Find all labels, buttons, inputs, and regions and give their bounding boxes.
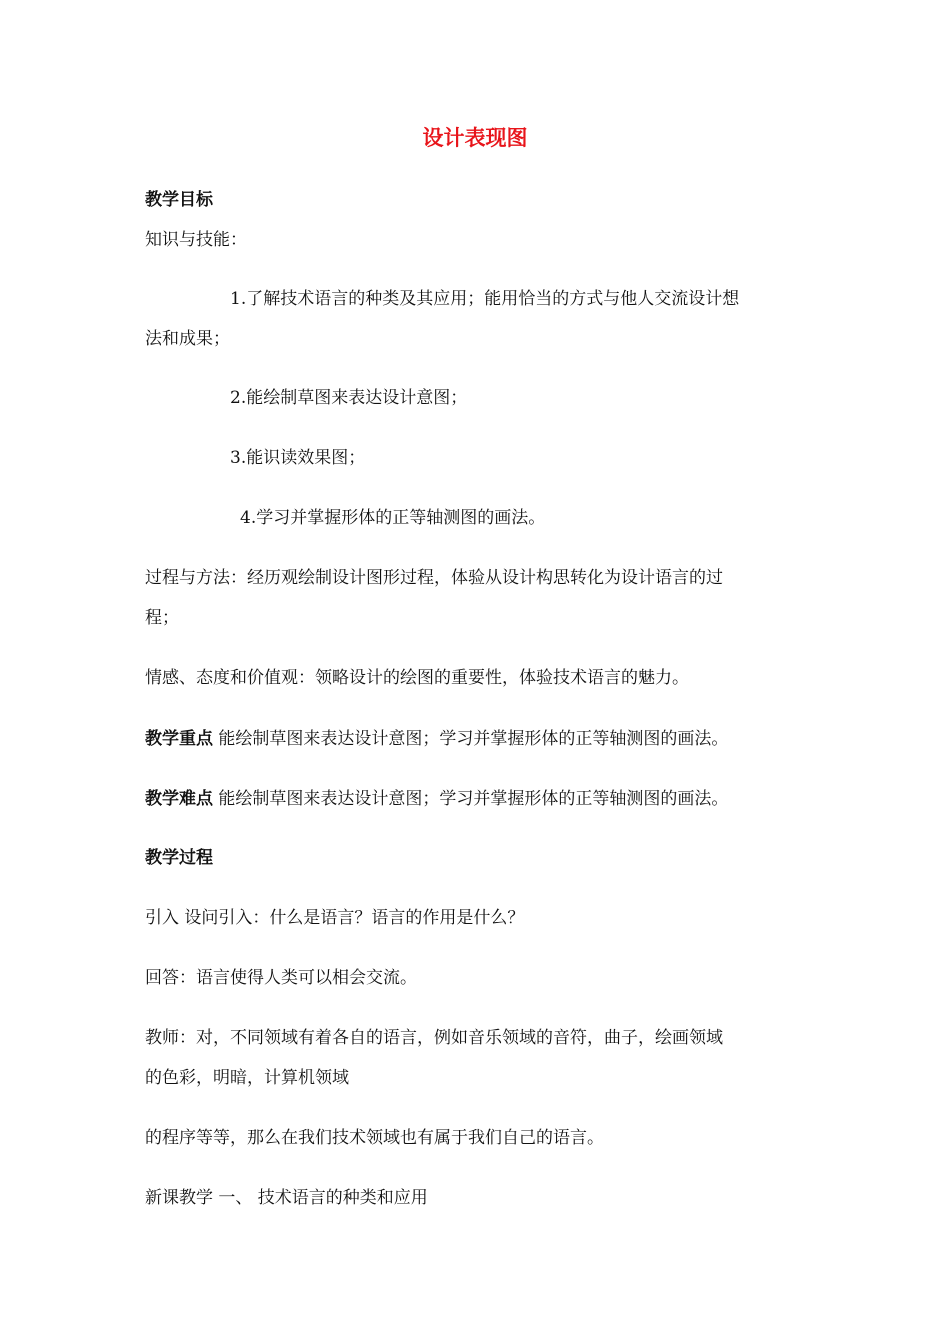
goal-item-2: 2.能绘制草图来表达设计意图； (230, 388, 468, 408)
new-lesson-heading: 新课教学 一、 技术语言的种类和应用 (145, 1188, 428, 1208)
difficult-point-paragraph (145, 787, 825, 811)
difficult-point-label: 教学难点 (145, 789, 213, 809)
process-method-line-1: 过程与方法：经历观绘制设计图形过程，体验从设计构思转化为设计语言的过 (145, 568, 723, 588)
key-point-text: 能绘制草图来表达设计意图；学习并掌握形体的正等轴测图的画法。 (213, 729, 729, 749)
process-method-line-2: 程； (145, 608, 179, 628)
answer-text: 回答：语言使得人类可以相会交流。 (145, 968, 417, 988)
intro-question: 引入 设问引入：什么是语言？语言的作用是什么？ (145, 908, 525, 928)
teacher-line-1: 教师：对，不同领域有着各自的语言，例如音乐领域的音符，曲子，绘画领域 (145, 1028, 723, 1048)
goal-item-3: 3.能识读效果图； (230, 448, 366, 468)
goal-item-4: 4.学习并掌握形体的正等轴测图的画法。 (240, 508, 546, 528)
goals-heading: 教学目标 (145, 190, 213, 210)
document-title: 设计表现图 (422, 126, 528, 150)
goal-item-1-line-2: 法和成果； (145, 329, 230, 349)
key-point-paragraph (145, 727, 825, 751)
knowledge-label: 知识与技能： (145, 230, 247, 250)
key-point-label: 教学重点 (145, 729, 213, 749)
emotion-values: 情感、态度和价值观：领略设计的绘图的重要性，体验技术语言的魅力。 (145, 668, 689, 688)
process-heading: 教学过程 (145, 848, 213, 868)
difficult-point-text: 能绘制草图来表达设计意图；学习并掌握形体的正等轴测图的画法。 (213, 789, 729, 809)
goal-item-1-line-1: 1.了解技术语言的种类及其应用；能用恰当的方式与他人交流设计想 (230, 289, 740, 309)
teacher-line-3: 的程序等等，那么在我们技术领域也有属于我们自己的语言。 (145, 1128, 604, 1148)
teacher-line-2: 的色彩，明暗，计算机领域 (145, 1068, 349, 1088)
